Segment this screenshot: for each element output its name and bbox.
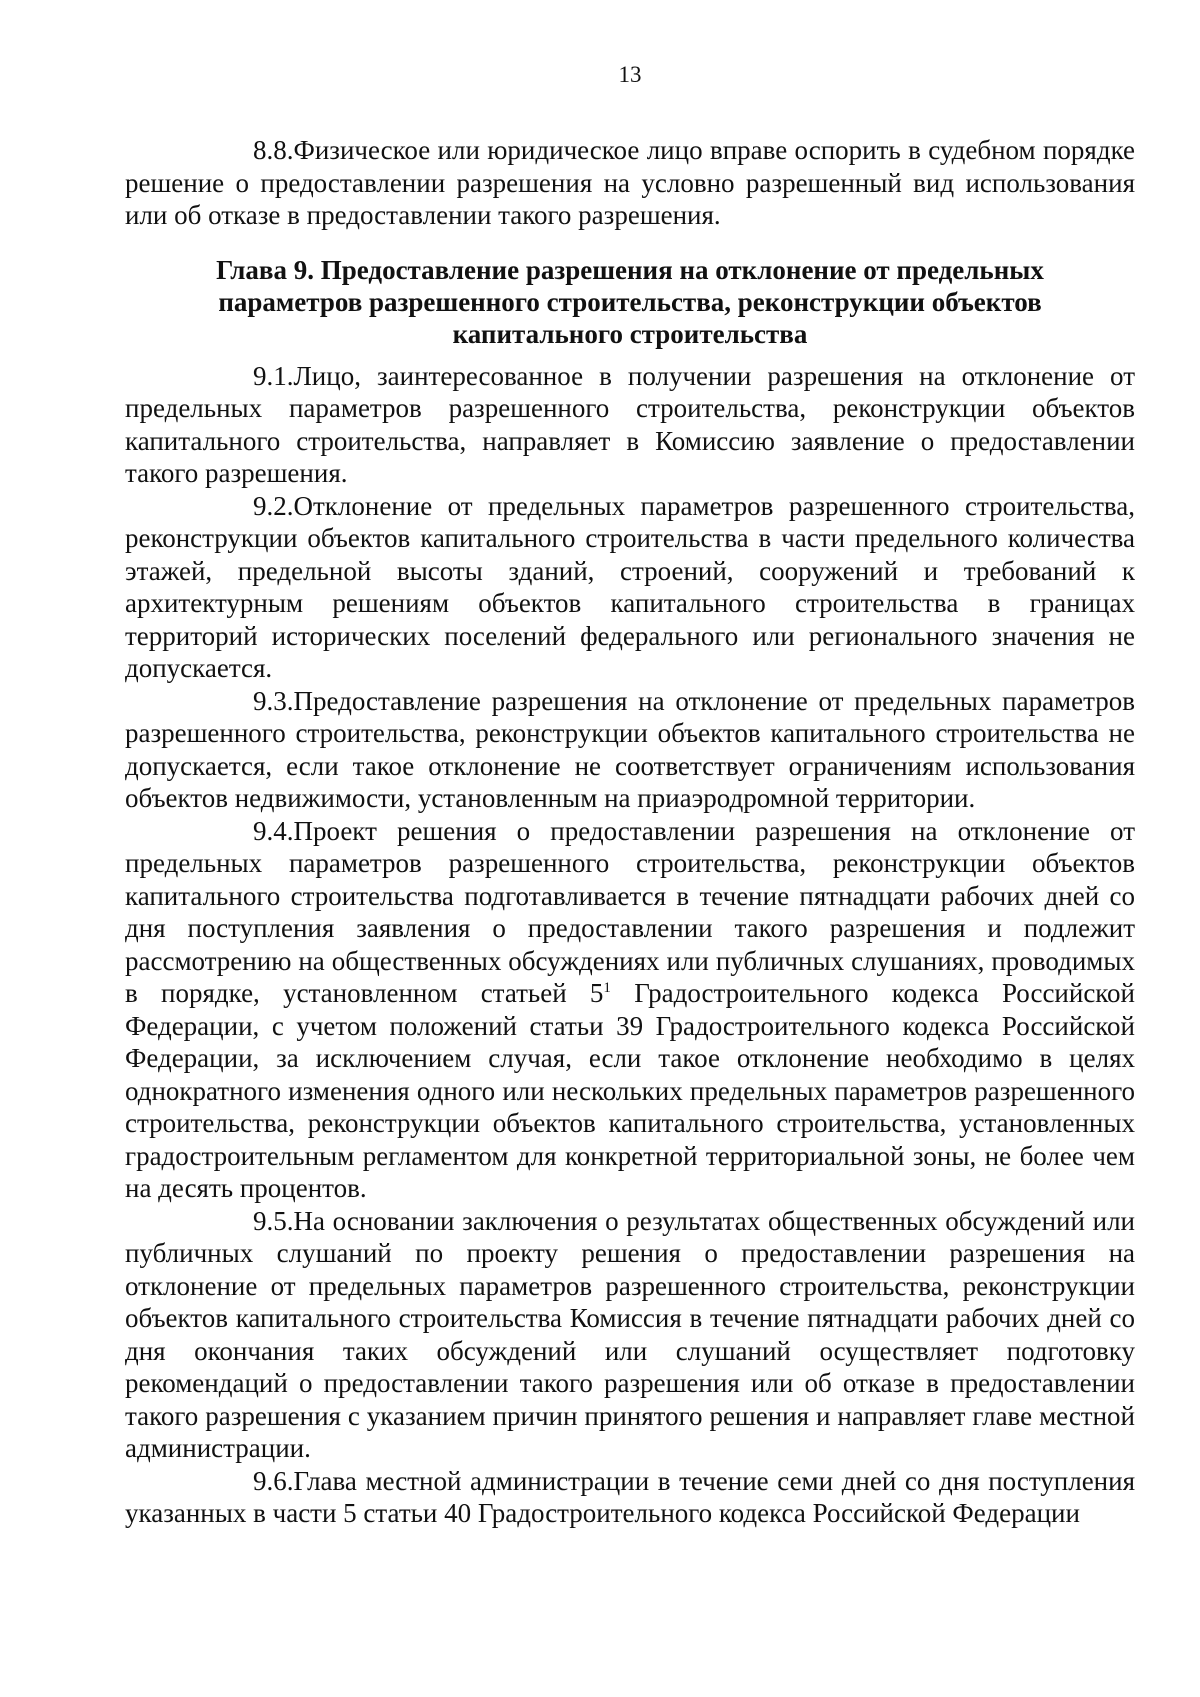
paragraph-number: 8.8.: [253, 135, 294, 165]
paragraph-number: 9.6.: [253, 1465, 294, 1496]
paragraph-number: 9.2.: [253, 490, 294, 521]
paragraph-9-5: [125, 1205, 1135, 1465]
paragraph-9-4: [125, 815, 1135, 1205]
document-page: [125, 60, 1135, 1530]
paragraph-text: Глава местной администрации в течение семи дней со дня поступления указанных в части 5 статьи 40 Градостроительного кодекса Российской Федерации: [125, 1465, 1135, 1528]
paragraph-text-continued: Градостроительного кодекса Российской Федерации, с учетом положений статьи 39 Градостроительного кодекса Российской Федерации, за исключением случая, если такое отклонение необходимо в целях однократного изменения одного или нескольких предельных параметров разрешенного строительства, реконструкции объектов капитального строительства, установленных градостроительным регламентом для конкретной территориальной зоны, не более чем на десять процентов.: [125, 978, 1136, 1203]
paragraph-number: 9.3.: [253, 685, 294, 716]
chapter-9-title: Глава 9. Предоставление разрешения на отклонение от предельных параметров разрешенного строительства, реконструкции объектов капитального строительства: [216, 254, 1044, 349]
paragraph-9-6: [125, 1465, 1135, 1530]
paragraph-9-3: [125, 685, 1135, 815]
paragraph-text: Предоставление разрешения на отклонение от предельных параметров разрешенного строительства, реконструкции объектов капитального строительства не допускается, если такое отклонение не соответствует ограничениям использования объектов недвижимости, установленным на приаэродромной территории.: [125, 685, 1135, 813]
paragraph-number: 9.4.: [253, 815, 294, 846]
paragraph-text: На основании заключения о результатах общественных обсуждений или публичных слушаний по проекту решения о предоставлении разрешения на отклонение от предельных параметров разрешенного строительства, реконструкции объектов капитального строительства Комиссия в течение пятнадцати рабочих дней со дня окончания таких обсуждений или слушаний осуществляет подготовку рекомендаций о предоставлении такого разрешения или об отказе в предоставлении такого разрешения с указанием причин принятого решения и направляет главе местной администрации.: [125, 1205, 1135, 1463]
superscript: 1: [603, 980, 611, 996]
paragraph-number: 9.5.: [253, 1205, 294, 1236]
paragraph-9-2: [125, 490, 1135, 685]
paragraph-number: 9.1.: [253, 360, 294, 391]
page-number: 13: [618, 62, 642, 87]
paragraph-text: Физическое или юридическое лицо вправе оспорить в судебном порядке решение о предоставлении разрешения на условно разрешенный вид использования или об отказе в предоставлении такого разрешения.: [125, 135, 1135, 230]
paragraph-text: Отклонение от предельных параметров разрешенного строительства, реконструкции объектов капитального строительства в части предельного количества этажей, предельной высоты зданий, строений, сооружений и требований к архитектурным решениям объектов капитального строительства в границах территорий исторических поселений федерального или регионального значения не допускается.: [125, 490, 1135, 683]
paragraph-text: Проект решения о предоставлении разрешения на отклонение от предельных параметров разрешенного строительства, реконструкции объектов капитального строительства подготавливается в течение пятнадцати рабочих дней со дня поступления заявления о предоставлении такого разрешения и подлежит рассмотрению на общественных обсуждениях или публичных слушаниях, проводимых в порядке, установленном статьей 5: [125, 815, 1135, 1008]
paragraph-9-1: [125, 360, 1135, 490]
paragraph-text: Лицо, заинтересованное в получении разрешения на отклонение от предельных параметров разрешенного строительства, реконструкции объектов капитального строительства, направляет в Комиссию заявление о предоставлении такого разрешения.: [125, 360, 1135, 488]
paragraph-8-8: [125, 134, 1135, 232]
